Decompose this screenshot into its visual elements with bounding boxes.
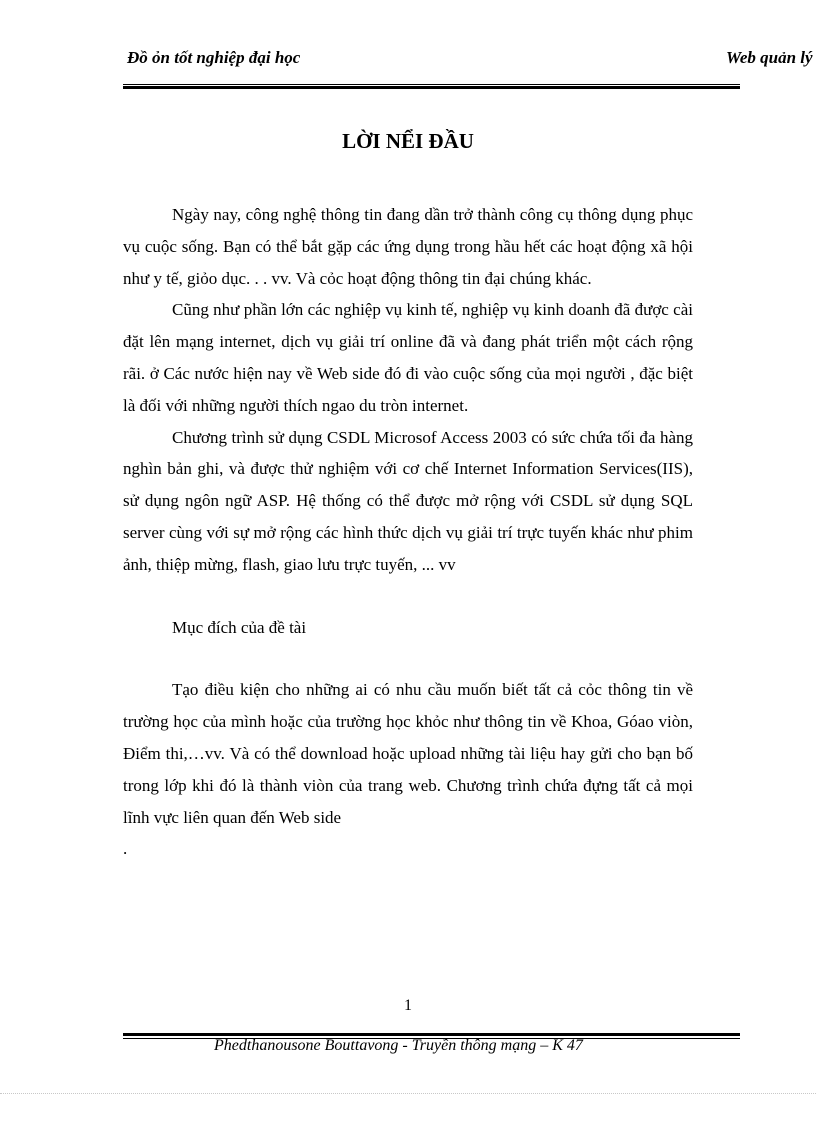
page-number: 1 [404,997,412,1014]
body-text [123,199,693,865]
footer-text: Phedthanousone Bouttavong - Truyền thông mạng – K 47 [214,1037,583,1054]
page-title: LỜI NỂI ĐẦU [342,129,474,153]
header-right-title: Web quản lý [726,48,813,67]
paragraph-trailing-period: . [123,839,128,859]
paragraph-program: Chương trình sử dụng CSDL Microsof Access 2003 có sức chứa tối đa hàng nghìn bản ghi, và được thử nghiệm với cơ chế Internet Information Services(IIS), sử dụng ngôn ngữ ASP. Hệ thống có thể được mở rộng với CSDL sử dụng SQL server cùng với sự mở rộng các hình thức dịch vụ giải trí trực tuyến khác như phim ảnh, thiệp mừng, flash, giao lưu trực tuyến, ... vv [123,427,693,574]
paragraph-purpose: Tạo điều kiện cho những ai có nhu cầu muốn biết tất cả cỏc thông tin về trường học của mình hoặc của trường học khỏc như thông tin về Khoa, Góao viòn, Điểm thi,…vv. Và có thể download hoặc upload những tài liệu hay gửi cho bạn bố trong lớp khi đó là thành viòn của trang web. Chương trình chứa đựng tất cả mọi lĩnh vực liên quan đến Web side [123,680,693,827]
section-heading: Mục đích của đề tài [172,617,307,637]
header-rule [123,84,740,89]
paragraph-intro: Ngày nay, công nghệ thông tin đang dần trở thành công cụ thông dụng phục vụ cuộc sống. Bạn có thể bắt gặp các ứng dụng trong hầu hết các hoạt động xã hội như y tế, giỏo dục. . . vv. Và cỏc hoạt động thông tin đại chúng khác. [123,205,693,288]
paragraph-internet: Cũng như phần lớn các nghiệp vụ kinh tế, nghiệp vụ kinh doanh đã được cài đặt lên mạng internet, dịch vụ giải trí online đã và đang phát triển một cách rộng rãi. ở Các nước hiện nay về Web side đó đi vào cuộc sống của mọi người , đặc biệt là đối với những người thích ngao du tròn internet. [123,300,693,415]
header-left-title: Đồ ỏn tốt nghiệp đại học [127,48,301,67]
page-bottom-divider [0,1093,816,1094]
